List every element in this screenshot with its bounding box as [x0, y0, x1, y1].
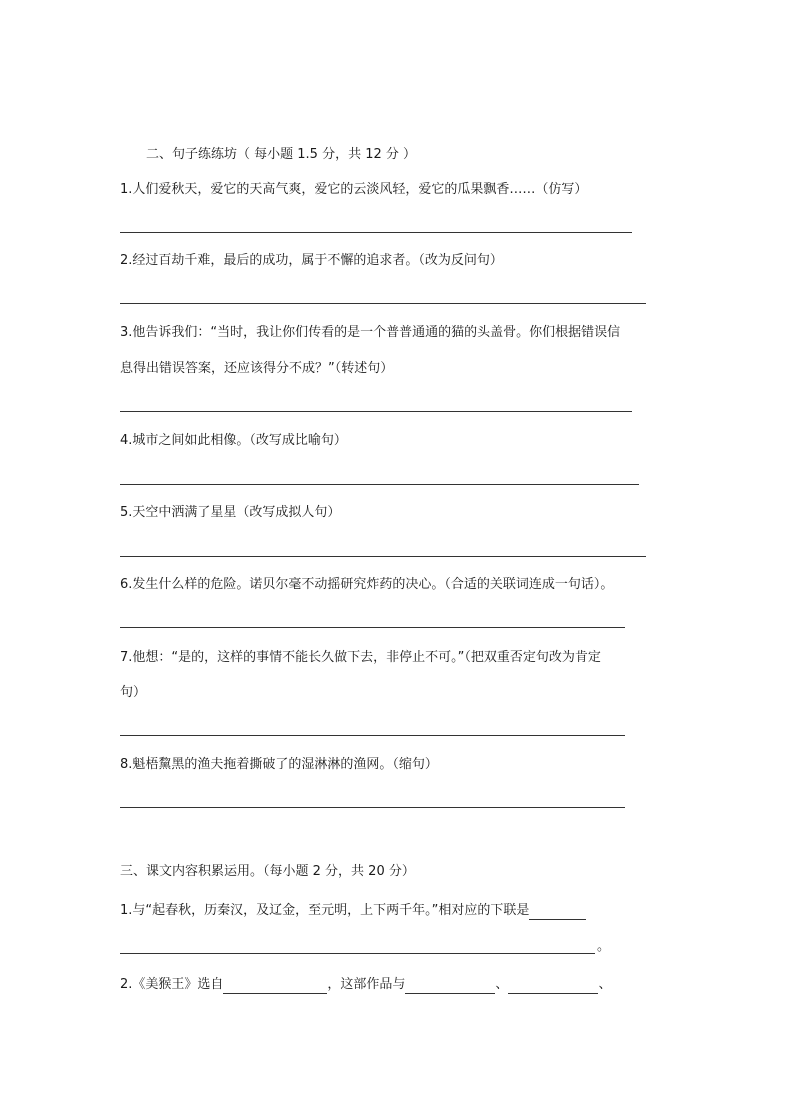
s2-question-5: 5.天空中洒满了星星（改写成拟人句）	[120, 505, 341, 520]
s2-question-6: 6.发生什么样的危险。诺贝尔毫不动摇研究炸药的决心。（合适的关联词连成一句话）。	[120, 577, 614, 592]
s3-q1-end: 。	[597, 939, 611, 954]
s2-answer-line-2[interactable]	[120, 303, 646, 304]
section2-heading: 二、句子练练坊（ 每小题 1.5 分，共 12 分 ）	[146, 147, 417, 162]
s3-q2-part-a: 2.《美猴王》选自	[120, 977, 224, 992]
s2-question-7-line1: 7.他想：“是的，这样的事情不能长久做下去，非停止不可。”（把双重否定句改为肯定	[120, 650, 601, 665]
s3-q1-blank-a[interactable]	[529, 905, 586, 920]
s3-q2-part-c: 、	[495, 977, 509, 992]
s3-question-1	[120, 902, 586, 920]
s2-question-3-line2: 息得出错误答案，还应该得分不成？”（转述句）	[120, 361, 394, 376]
s3-q2-blank-3[interactable]	[508, 979, 598, 994]
s2-question-8: 8.魁梧黧黑的渔夫拖着撕破了的湿淋淋的渔网。（缩句）	[120, 757, 438, 772]
s2-answer-line-6[interactable]	[120, 627, 625, 628]
s3-q2-blank-2[interactable]	[405, 979, 495, 994]
s2-answer-line-1[interactable]	[120, 232, 632, 233]
s2-answer-line-8[interactable]	[120, 807, 625, 808]
s3-question-1-text: 1.与“起春秋，历秦汉，及辽金，至元明，上下两千年。”相对应的下联是	[120, 903, 530, 918]
section3-heading: 三、课文内容积累运用。（每小题 2 分，共 20 分）	[120, 864, 415, 879]
s3-q2-part-d: 、	[598, 977, 612, 992]
s3-question-2	[120, 976, 611, 994]
s2-question-7-line2: 句）	[120, 685, 147, 700]
s3-q1-blank-b[interactable]	[120, 953, 595, 954]
s2-question-3-line1: 3.他告诉我们：“当时，我让你们传看的是一个普普通通的猫的头盖骨。你们根据错误信	[120, 325, 621, 340]
s3-q2-blank-1[interactable]	[223, 979, 327, 994]
s2-answer-line-5[interactable]	[120, 556, 646, 557]
s2-question-1: 1.人们爱秋天，爱它的天高气爽，爱它的云淡风轻，爱它的瓜果飘香……（仿写）	[120, 182, 588, 197]
s2-question-4: 4.城市之间如此相像。（改写成比喻句）	[120, 433, 347, 448]
s2-answer-line-3[interactable]	[120, 411, 632, 412]
s2-answer-line-7[interactable]	[120, 735, 625, 736]
s2-question-2: 2.经过百劫千难，最后的成功，属于不懈的追求者。（改为反问句）	[120, 253, 503, 268]
s3-q2-part-b: ，这部作品与	[327, 977, 406, 992]
s2-answer-line-4[interactable]	[120, 484, 639, 485]
